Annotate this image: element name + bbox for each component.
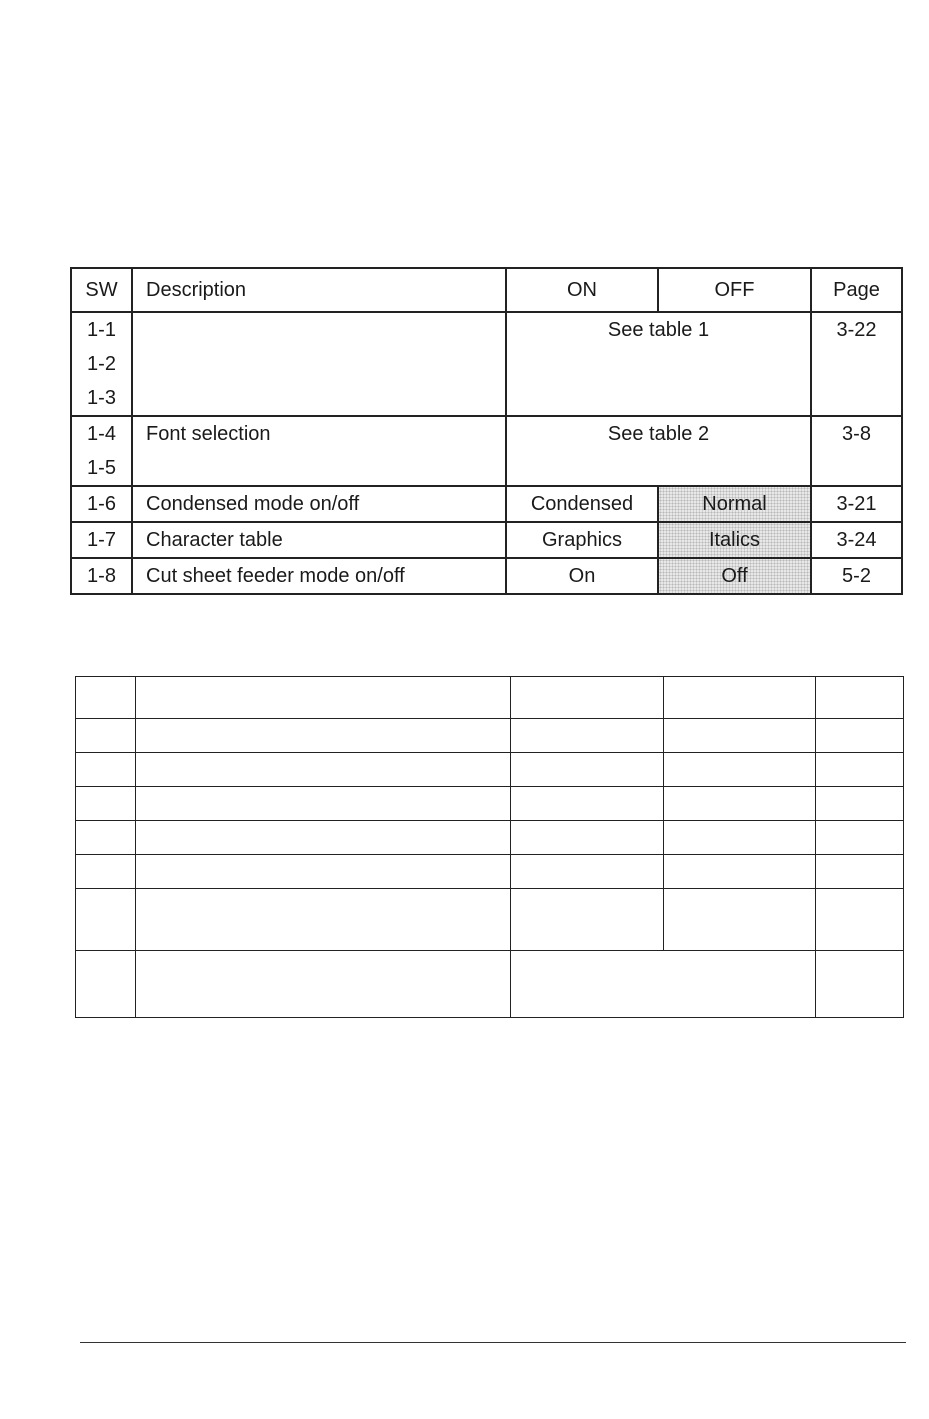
- switch-description: Character table: [132, 522, 506, 558]
- table-header-row: [71, 268, 902, 312]
- blank-cell: [136, 719, 511, 753]
- blank-cell: [136, 677, 511, 719]
- blank-cell: [816, 719, 904, 753]
- blank-cell: [816, 677, 904, 719]
- group1-switches: [71, 312, 132, 416]
- blank-row: [76, 889, 904, 951]
- group1-setting: See table 1: [506, 312, 811, 416]
- blank-cell: [136, 753, 511, 787]
- blank-cell: [816, 855, 904, 889]
- group2-page: 3-8: [811, 416, 902, 486]
- blank-cell: [511, 889, 664, 951]
- blank-switch-table: [75, 676, 904, 1018]
- blank-cell: [136, 787, 511, 821]
- switch-number: 1-1: [87, 319, 116, 341]
- group1-page: 3-22: [811, 312, 902, 416]
- off-setting-default: Italics: [658, 522, 811, 558]
- dip-switch-table: [70, 267, 903, 595]
- group1-description: [132, 312, 506, 416]
- table-row-group2: [71, 416, 902, 486]
- switch-number: 1-4: [87, 423, 116, 445]
- blank-cell: [511, 855, 664, 889]
- blank-cell: [76, 889, 136, 951]
- header-sw: SW: [71, 268, 132, 312]
- group2-setting: See table 2: [506, 416, 811, 486]
- on-setting: Graphics: [506, 522, 658, 558]
- off-setting-default: Off: [658, 558, 811, 594]
- blank-cell: [664, 753, 816, 787]
- footer-divider: [80, 1342, 906, 1343]
- blank-cell: [136, 889, 511, 951]
- blank-cell: [136, 821, 511, 855]
- switch-description: Cut sheet feeder mode on/off: [132, 558, 506, 594]
- blank-cell: [76, 855, 136, 889]
- blank-cell: [511, 753, 664, 787]
- blank-cell: [816, 753, 904, 787]
- on-setting: On: [506, 558, 658, 594]
- blank-cell: [76, 821, 136, 855]
- table-row: [71, 522, 902, 558]
- switch-description: Condensed mode on/off: [132, 486, 506, 522]
- blank-cell: [816, 951, 904, 1018]
- blank-cell: [664, 677, 816, 719]
- switch-number: 1-5: [87, 457, 116, 479]
- blank-cell: [76, 677, 136, 719]
- switch-number: 1-3: [87, 387, 116, 409]
- header-description: Description: [132, 268, 506, 312]
- blank-cell: [511, 821, 664, 855]
- blank-cell: [511, 787, 664, 821]
- blank-row: [76, 753, 904, 787]
- blank-header-row: [76, 677, 904, 719]
- table-row-group1: [71, 312, 902, 416]
- blank-row: [76, 787, 904, 821]
- blank-row: [76, 951, 904, 1018]
- switch-number: 1-6: [71, 486, 132, 522]
- blank-cell: [664, 787, 816, 821]
- blank-cell: [511, 677, 664, 719]
- blank-cell: [816, 889, 904, 951]
- blank-cell: [664, 855, 816, 889]
- page-reference: 3-21: [811, 486, 902, 522]
- blank-cell: [664, 821, 816, 855]
- blank-cell: [816, 821, 904, 855]
- blank-cell: [664, 889, 816, 951]
- blank-row: [76, 719, 904, 753]
- page-reference: 3-24: [811, 522, 902, 558]
- blank-row: [76, 821, 904, 855]
- blank-cell: [511, 951, 816, 1018]
- table-row: [71, 558, 902, 594]
- blank-cell: [511, 719, 664, 753]
- blank-cell: [76, 719, 136, 753]
- on-setting: Condensed: [506, 486, 658, 522]
- blank-cell: [76, 753, 136, 787]
- blank-cell: [136, 951, 511, 1018]
- blank-cell: [76, 787, 136, 821]
- blank-row: [76, 855, 904, 889]
- blank-cell: [664, 719, 816, 753]
- blank-cell: [76, 951, 136, 1018]
- table-row: [71, 486, 902, 522]
- header-page: Page: [811, 268, 902, 312]
- switch-number: 1-7: [71, 522, 132, 558]
- blank-cell: [136, 855, 511, 889]
- header-on: ON: [506, 268, 658, 312]
- off-setting-default: Normal: [658, 486, 811, 522]
- switch-number: 1-2: [87, 353, 116, 375]
- group2-switches: [71, 416, 132, 486]
- switch-number: 1-8: [71, 558, 132, 594]
- group2-description: Font selection: [132, 416, 506, 486]
- blank-cell: [816, 787, 904, 821]
- page-reference: 5-2: [811, 558, 902, 594]
- header-off: OFF: [658, 268, 811, 312]
